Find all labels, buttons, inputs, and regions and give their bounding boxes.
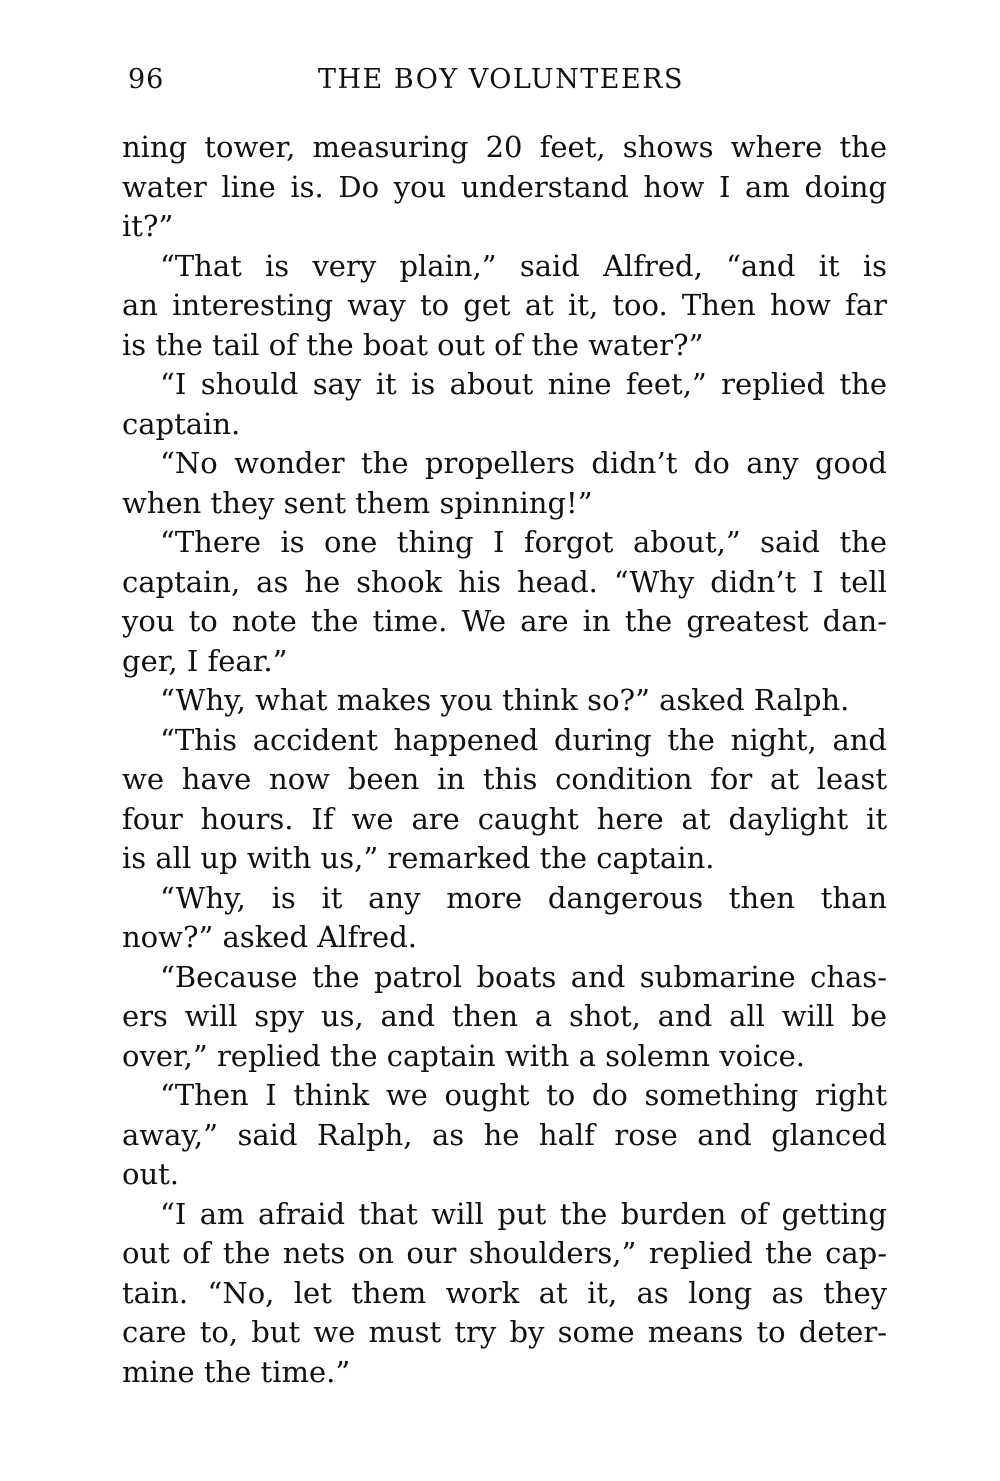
text-line: “This accident happened during the night, and	[160, 722, 887, 757]
text-line: four hours. If we are caught here at daylight it	[122, 801, 887, 836]
text-line: captain, as he shook his head. “Why didn’t I tell	[122, 564, 887, 599]
text-line: an interesting way to get at it, too. Then how far	[122, 288, 887, 322]
text-line: out.	[122, 1157, 180, 1191]
text-line: ers will spy us, and then a shot, and all will be	[122, 999, 887, 1033]
text-line: care to, but we must try by some means to deter-	[122, 1315, 887, 1349]
text-line: “That is very plain,” said Alfred, “and it is	[160, 248, 887, 283]
text-line: out of the nets on our shoulders,” replied the cap-	[122, 1236, 887, 1270]
text-line: “Because the patrol boats and submarine chas-	[160, 959, 887, 994]
text-line: “Why, what makes you think so?” asked Ralph.	[160, 683, 850, 717]
text-line: captain.	[122, 406, 241, 441]
page-number: 96	[128, 64, 165, 95]
running-title: THE BOY VOLUNTEERS	[318, 64, 684, 95]
text-line: ger, I fear.”	[122, 643, 288, 678]
text-line: tain. “No, let them work at it, as long as they	[122, 1275, 887, 1310]
body-text	[122, 128, 887, 1392]
text-line: now?” asked Alfred.	[122, 920, 417, 954]
text-line: when they sent them spinning!”	[122, 485, 593, 520]
text-line: “Why, is it any more dangerous then than	[160, 880, 887, 915]
text-line: you to note the time. We are in the greatest dan-	[122, 604, 887, 638]
text-line: ning tower, measuring 20 feet, shows where the	[122, 130, 887, 164]
text-line: “I should say it is about nine feet,” replied the	[160, 367, 887, 401]
text-line: away,” said Ralph, as he half rose and glanced	[122, 1117, 887, 1152]
text-line: we have now been in this condition for at least	[122, 762, 887, 796]
text-line: mine the time.”	[122, 1354, 351, 1389]
text-line: “I am afraid that will put the burden of getting	[160, 1196, 887, 1231]
text-line: “There is one thing I forgot about,” said the	[160, 525, 887, 559]
text-line: over,” replied the captain with a solemn voice.	[122, 1038, 806, 1073]
text-line: “Then I think we ought to do something right	[160, 1078, 887, 1112]
text-line: water line is. Do you understand how I am doing	[122, 169, 887, 204]
text-line: it?”	[122, 209, 174, 243]
text-line: is the tail of the boat out of the water?”	[122, 327, 704, 362]
text-line: “No wonder the propellers didn’t do any good	[160, 446, 887, 480]
page-header	[128, 60, 888, 100]
text-line: is all up with us,” remarked the captain.	[122, 841, 715, 875]
